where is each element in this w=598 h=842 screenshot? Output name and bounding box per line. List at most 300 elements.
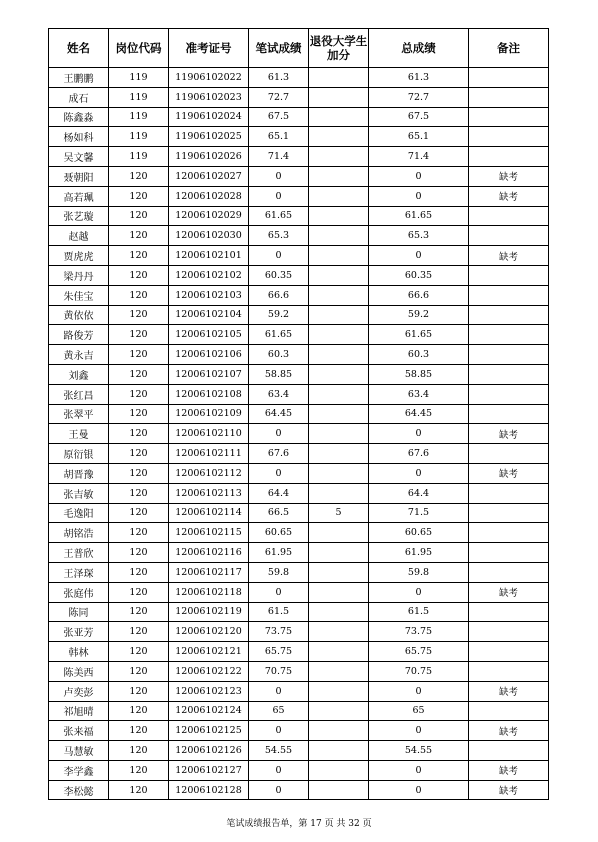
- cell-name: 张艺璇: [49, 206, 109, 226]
- cell-total-score: 71.4: [369, 147, 469, 167]
- cell-post-code: 120: [109, 562, 169, 582]
- cell-post-code: 120: [109, 681, 169, 701]
- cell-total-score: 65: [369, 701, 469, 721]
- cell-name: 聂朝阳: [49, 166, 109, 186]
- cell-total-score: 63.4: [369, 384, 469, 404]
- cell-remark: [469, 325, 549, 345]
- table-row: [49, 503, 549, 523]
- cell-written-score: 71.4: [249, 147, 309, 167]
- cell-exam-id: 12006102103: [169, 285, 249, 305]
- cell-remark: [469, 661, 549, 681]
- cell-name: 陈鑫淼: [49, 107, 109, 127]
- table-row: [49, 642, 549, 662]
- cell-post-code: 120: [109, 166, 169, 186]
- cell-post-code: 120: [109, 325, 169, 345]
- table-row: [49, 186, 549, 206]
- cell-total-score: 59.8: [369, 562, 469, 582]
- page-footer: 笔试成绩报告单，第 17 页 共 32 页: [226, 819, 372, 829]
- cell-total-score: 72.7: [369, 87, 469, 107]
- cell-exam-id: 11906102024: [169, 107, 249, 127]
- cell-total-score: 64.45: [369, 404, 469, 424]
- header-remark: 备注: [469, 29, 549, 68]
- table-row: [49, 285, 549, 305]
- cell-exam-id: 12006102108: [169, 384, 249, 404]
- cell-total-score: 70.75: [369, 661, 469, 681]
- cell-post-code: 120: [109, 265, 169, 285]
- cell-total-score: 67.6: [369, 444, 469, 464]
- cell-name: 胡晋豫: [49, 463, 109, 483]
- cell-exam-id: 12006102028: [169, 186, 249, 206]
- table-row: [49, 741, 549, 761]
- cell-written-score: 61.95: [249, 543, 309, 563]
- cell-remark: 缺考: [469, 166, 549, 186]
- cell-written-score: 64.45: [249, 404, 309, 424]
- cell-exam-id: 12006102118: [169, 582, 249, 602]
- cell-name: 张亚芳: [49, 622, 109, 642]
- table-row: [49, 147, 549, 167]
- cell-written-score: 70.75: [249, 661, 309, 681]
- cell-written-score: 64.4: [249, 483, 309, 503]
- cell-post-code: 120: [109, 444, 169, 464]
- cell-name: 刘鑫: [49, 364, 109, 384]
- cell-veteran-bonus: [309, 404, 369, 424]
- cell-name: 成石: [49, 87, 109, 107]
- cell-post-code: 120: [109, 345, 169, 365]
- cell-total-score: 71.5: [369, 503, 469, 523]
- cell-exam-id: 12006102027: [169, 166, 249, 186]
- cell-veteran-bonus: [309, 364, 369, 384]
- cell-name: 原衍银: [49, 444, 109, 464]
- cell-written-score: 61.5: [249, 602, 309, 622]
- cell-written-score: 0: [249, 681, 309, 701]
- cell-post-code: 120: [109, 642, 169, 662]
- cell-remark: [469, 622, 549, 642]
- cell-name: 马慧敏: [49, 741, 109, 761]
- cell-written-score: 72.7: [249, 87, 309, 107]
- cell-veteran-bonus: [309, 661, 369, 681]
- cell-post-code: 120: [109, 463, 169, 483]
- table-row: [49, 681, 549, 701]
- cell-remark: 缺考: [469, 760, 549, 780]
- cell-total-score: 0: [369, 186, 469, 206]
- cell-remark: [469, 701, 549, 721]
- cell-total-score: 0: [369, 246, 469, 266]
- cell-veteran-bonus: [309, 147, 369, 167]
- cell-total-score: 0: [369, 681, 469, 701]
- cell-written-score: 0: [249, 246, 309, 266]
- cell-veteran-bonus: [309, 424, 369, 444]
- cell-post-code: 120: [109, 602, 169, 622]
- table-row: [49, 523, 549, 543]
- cell-written-score: 63.4: [249, 384, 309, 404]
- cell-exam-id: 11906102025: [169, 127, 249, 147]
- cell-name: 吴文馨: [49, 147, 109, 167]
- cell-veteran-bonus: [309, 107, 369, 127]
- cell-exam-id: 12006102123: [169, 681, 249, 701]
- cell-remark: [469, 68, 549, 88]
- table-row: [49, 760, 549, 780]
- table-row: [49, 661, 549, 681]
- cell-written-score: 0: [249, 166, 309, 186]
- cell-name: 朱佳宝: [49, 285, 109, 305]
- cell-name: 李松懿: [49, 780, 109, 800]
- table-row: [49, 325, 549, 345]
- cell-written-score: 0: [249, 780, 309, 800]
- cell-name: 路俊芳: [49, 325, 109, 345]
- cell-written-score: 0: [249, 721, 309, 741]
- cell-name: 张翠平: [49, 404, 109, 424]
- cell-remark: 缺考: [469, 721, 549, 741]
- cell-total-score: 61.3: [369, 68, 469, 88]
- cell-post-code: 120: [109, 285, 169, 305]
- cell-name: 梁丹丹: [49, 265, 109, 285]
- cell-total-score: 0: [369, 424, 469, 444]
- cell-exam-id: 12006102107: [169, 364, 249, 384]
- table-row: [49, 404, 549, 424]
- cell-total-score: 60.3: [369, 345, 469, 365]
- cell-remark: [469, 345, 549, 365]
- cell-remark: [469, 404, 549, 424]
- cell-post-code: 120: [109, 760, 169, 780]
- cell-written-score: 0: [249, 582, 309, 602]
- table-row: [49, 226, 549, 246]
- cell-written-score: 0: [249, 186, 309, 206]
- cell-written-score: 61.3: [249, 68, 309, 88]
- cell-post-code: 119: [109, 127, 169, 147]
- cell-total-score: 60.65: [369, 523, 469, 543]
- cell-total-score: 61.65: [369, 206, 469, 226]
- cell-total-score: 61.95: [369, 543, 469, 563]
- header-veteran-bonus: 退役大学生加分: [309, 29, 369, 68]
- cell-exam-id: 12006102116: [169, 543, 249, 563]
- cell-exam-id: 12006102111: [169, 444, 249, 464]
- cell-remark: [469, 226, 549, 246]
- cell-remark: [469, 384, 549, 404]
- cell-exam-id: 12006102029: [169, 206, 249, 226]
- cell-remark: [469, 265, 549, 285]
- cell-name: 王曼: [49, 424, 109, 444]
- cell-post-code: 120: [109, 543, 169, 563]
- table-row: [49, 602, 549, 622]
- cell-veteran-bonus: [309, 602, 369, 622]
- cell-veteran-bonus: [309, 543, 369, 563]
- cell-veteran-bonus: [309, 741, 369, 761]
- cell-post-code: 119: [109, 87, 169, 107]
- cell-exam-id: 12006102104: [169, 305, 249, 325]
- cell-veteran-bonus: [309, 127, 369, 147]
- table-row: [49, 364, 549, 384]
- cell-remark: [469, 602, 549, 622]
- cell-written-score: 61.65: [249, 206, 309, 226]
- cell-remark: 缺考: [469, 246, 549, 266]
- cell-name: 张吉敏: [49, 483, 109, 503]
- cell-total-score: 58.85: [369, 364, 469, 384]
- cell-post-code: 120: [109, 384, 169, 404]
- cell-exam-id: 12006102126: [169, 741, 249, 761]
- cell-remark: [469, 741, 549, 761]
- cell-total-score: 61.5: [369, 602, 469, 622]
- table-row: [49, 305, 549, 325]
- cell-exam-id: 12006102127: [169, 760, 249, 780]
- cell-total-score: 65.1: [369, 127, 469, 147]
- cell-name: 陈同: [49, 602, 109, 622]
- cell-exam-id: 12006102112: [169, 463, 249, 483]
- cell-exam-id: 12006102119: [169, 602, 249, 622]
- table-row: [49, 780, 549, 800]
- cell-exam-id: 12006102101: [169, 246, 249, 266]
- cell-veteran-bonus: [309, 265, 369, 285]
- cell-post-code: 120: [109, 305, 169, 325]
- cell-exam-id: 12006102030: [169, 226, 249, 246]
- table-row: [49, 166, 549, 186]
- cell-written-score: 60.35: [249, 265, 309, 285]
- cell-post-code: 120: [109, 246, 169, 266]
- cell-name: 李学鑫: [49, 760, 109, 780]
- table-row: [49, 622, 549, 642]
- cell-post-code: 120: [109, 523, 169, 543]
- table-row: [49, 384, 549, 404]
- cell-written-score: 0: [249, 463, 309, 483]
- table-row: [49, 424, 549, 444]
- table-row: [49, 701, 549, 721]
- cell-name: 祁旭晴: [49, 701, 109, 721]
- cell-name: 赵越: [49, 226, 109, 246]
- cell-exam-id: 12006102113: [169, 483, 249, 503]
- cell-remark: [469, 285, 549, 305]
- header-written-score: 笔试成绩: [249, 29, 309, 68]
- cell-exam-id: 12006102120: [169, 622, 249, 642]
- cell-veteran-bonus: [309, 226, 369, 246]
- cell-veteran-bonus: [309, 582, 369, 602]
- cell-veteran-bonus: [309, 384, 369, 404]
- cell-total-score: 0: [369, 166, 469, 186]
- cell-name: 王泽琛: [49, 562, 109, 582]
- cell-exam-id: 12006102122: [169, 661, 249, 681]
- cell-written-score: 65.3: [249, 226, 309, 246]
- cell-name: 卢奕彭: [49, 681, 109, 701]
- cell-post-code: 119: [109, 107, 169, 127]
- table-row: [49, 265, 549, 285]
- cell-written-score: 67.5: [249, 107, 309, 127]
- score-table: [48, 28, 549, 800]
- cell-exam-id: 12006102110: [169, 424, 249, 444]
- cell-total-score: 66.6: [369, 285, 469, 305]
- cell-written-score: 67.6: [249, 444, 309, 464]
- cell-total-score: 65.75: [369, 642, 469, 662]
- cell-exam-id: 12006102121: [169, 642, 249, 662]
- table-row: [49, 463, 549, 483]
- cell-remark: [469, 483, 549, 503]
- cell-total-score: 0: [369, 721, 469, 741]
- cell-written-score: 65.75: [249, 642, 309, 662]
- cell-remark: [469, 562, 549, 582]
- cell-veteran-bonus: [309, 444, 369, 464]
- table-row: [49, 543, 549, 563]
- cell-remark: [469, 543, 549, 563]
- cell-total-score: 65.3: [369, 226, 469, 246]
- cell-post-code: 120: [109, 622, 169, 642]
- cell-written-score: 0: [249, 760, 309, 780]
- cell-written-score: 60.65: [249, 523, 309, 543]
- cell-veteran-bonus: [309, 681, 369, 701]
- table-row: [49, 87, 549, 107]
- cell-remark: 缺考: [469, 681, 549, 701]
- cell-post-code: 120: [109, 661, 169, 681]
- cell-post-code: 120: [109, 701, 169, 721]
- cell-remark: [469, 364, 549, 384]
- cell-written-score: 0: [249, 424, 309, 444]
- cell-remark: [469, 305, 549, 325]
- cell-exam-id: 12006102105: [169, 325, 249, 345]
- table-row: [49, 206, 549, 226]
- table-row: [49, 246, 549, 266]
- cell-post-code: 120: [109, 582, 169, 602]
- cell-veteran-bonus: [309, 701, 369, 721]
- table-row: [49, 345, 549, 365]
- cell-written-score: 58.85: [249, 364, 309, 384]
- cell-exam-id: 12006102106: [169, 345, 249, 365]
- cell-veteran-bonus: [309, 642, 369, 662]
- cell-veteran-bonus: [309, 562, 369, 582]
- cell-post-code: 120: [109, 780, 169, 800]
- table-row: [49, 721, 549, 741]
- cell-written-score: 73.75: [249, 622, 309, 642]
- cell-written-score: 66.6: [249, 285, 309, 305]
- cell-exam-id: 12006102102: [169, 265, 249, 285]
- cell-exam-id: 12006102128: [169, 780, 249, 800]
- header-row: [49, 29, 549, 68]
- cell-written-score: 54.55: [249, 741, 309, 761]
- cell-name: 贾虎虎: [49, 246, 109, 266]
- cell-written-score: 60.3: [249, 345, 309, 365]
- cell-remark: [469, 127, 549, 147]
- cell-total-score: 60.35: [369, 265, 469, 285]
- table-row: [49, 582, 549, 602]
- cell-veteran-bonus: [309, 325, 369, 345]
- header-name: 姓名: [49, 29, 109, 68]
- table-row: [49, 562, 549, 582]
- cell-post-code: 120: [109, 483, 169, 503]
- cell-remark: 缺考: [469, 424, 549, 444]
- cell-exam-id: 11906102026: [169, 147, 249, 167]
- cell-total-score: 0: [369, 463, 469, 483]
- cell-remark: 缺考: [469, 463, 549, 483]
- cell-post-code: 120: [109, 226, 169, 246]
- header-post-code: 岗位代码: [109, 29, 169, 68]
- cell-name: 陈美西: [49, 661, 109, 681]
- cell-veteran-bonus: [309, 206, 369, 226]
- cell-remark: [469, 87, 549, 107]
- cell-veteran-bonus: 5: [309, 503, 369, 523]
- cell-exam-id: 12006102115: [169, 523, 249, 543]
- cell-written-score: 65: [249, 701, 309, 721]
- cell-exam-id: 11906102022: [169, 68, 249, 88]
- cell-exam-id: 12006102117: [169, 562, 249, 582]
- cell-veteran-bonus: [309, 68, 369, 88]
- table-row: [49, 107, 549, 127]
- cell-post-code: 120: [109, 206, 169, 226]
- cell-name: 王普欣: [49, 543, 109, 563]
- cell-name: 黄依依: [49, 305, 109, 325]
- cell-name: 毛逸阳: [49, 503, 109, 523]
- cell-veteran-bonus: [309, 780, 369, 800]
- table-body: [49, 68, 549, 800]
- table-row: [49, 483, 549, 503]
- cell-total-score: 61.65: [369, 325, 469, 345]
- cell-exam-id: 12006102109: [169, 404, 249, 424]
- cell-remark: [469, 206, 549, 226]
- cell-written-score: 66.5: [249, 503, 309, 523]
- cell-name: 韩林: [49, 642, 109, 662]
- cell-veteran-bonus: [309, 721, 369, 741]
- cell-veteran-bonus: [309, 87, 369, 107]
- cell-name: 杨如科: [49, 127, 109, 147]
- cell-written-score: 59.2: [249, 305, 309, 325]
- cell-veteran-bonus: [309, 463, 369, 483]
- cell-post-code: 120: [109, 721, 169, 741]
- cell-total-score: 0: [369, 780, 469, 800]
- cell-veteran-bonus: [309, 166, 369, 186]
- cell-remark: 缺考: [469, 780, 549, 800]
- cell-post-code: 120: [109, 404, 169, 424]
- cell-exam-id: 12006102125: [169, 721, 249, 741]
- header-total-score: 总成绩: [369, 29, 469, 68]
- cell-name: 胡铭浩: [49, 523, 109, 543]
- cell-remark: [469, 503, 549, 523]
- cell-remark: [469, 444, 549, 464]
- cell-post-code: 120: [109, 424, 169, 444]
- cell-veteran-bonus: [309, 483, 369, 503]
- cell-remark: [469, 523, 549, 543]
- cell-total-score: 67.5: [369, 107, 469, 127]
- cell-total-score: 64.4: [369, 483, 469, 503]
- cell-veteran-bonus: [309, 186, 369, 206]
- cell-remark: 缺考: [469, 582, 549, 602]
- cell-post-code: 120: [109, 503, 169, 523]
- cell-veteran-bonus: [309, 523, 369, 543]
- cell-veteran-bonus: [309, 622, 369, 642]
- table-row: [49, 444, 549, 464]
- cell-exam-id: 12006102124: [169, 701, 249, 721]
- cell-total-score: 59.2: [369, 305, 469, 325]
- cell-post-code: 120: [109, 364, 169, 384]
- cell-name: 黄永吉: [49, 345, 109, 365]
- cell-name: 张庭伟: [49, 582, 109, 602]
- cell-veteran-bonus: [309, 345, 369, 365]
- cell-total-score: 0: [369, 760, 469, 780]
- cell-exam-id: 11906102023: [169, 87, 249, 107]
- cell-total-score: 54.55: [369, 741, 469, 761]
- cell-name: 张红昌: [49, 384, 109, 404]
- cell-total-score: 73.75: [369, 622, 469, 642]
- table-row: [49, 68, 549, 88]
- cell-written-score: 61.65: [249, 325, 309, 345]
- cell-post-code: 119: [109, 68, 169, 88]
- cell-name: 王鹏鹏: [49, 68, 109, 88]
- cell-post-code: 120: [109, 186, 169, 206]
- cell-name: 张来福: [49, 721, 109, 741]
- cell-remark: [469, 107, 549, 127]
- cell-veteran-bonus: [309, 760, 369, 780]
- table-row: [49, 127, 549, 147]
- cell-written-score: 59.8: [249, 562, 309, 582]
- header-exam-id: 准考证号: [169, 29, 249, 68]
- cell-exam-id: 12006102114: [169, 503, 249, 523]
- cell-remark: 缺考: [469, 186, 549, 206]
- cell-veteran-bonus: [309, 285, 369, 305]
- cell-total-score: 0: [369, 582, 469, 602]
- cell-veteran-bonus: [309, 246, 369, 266]
